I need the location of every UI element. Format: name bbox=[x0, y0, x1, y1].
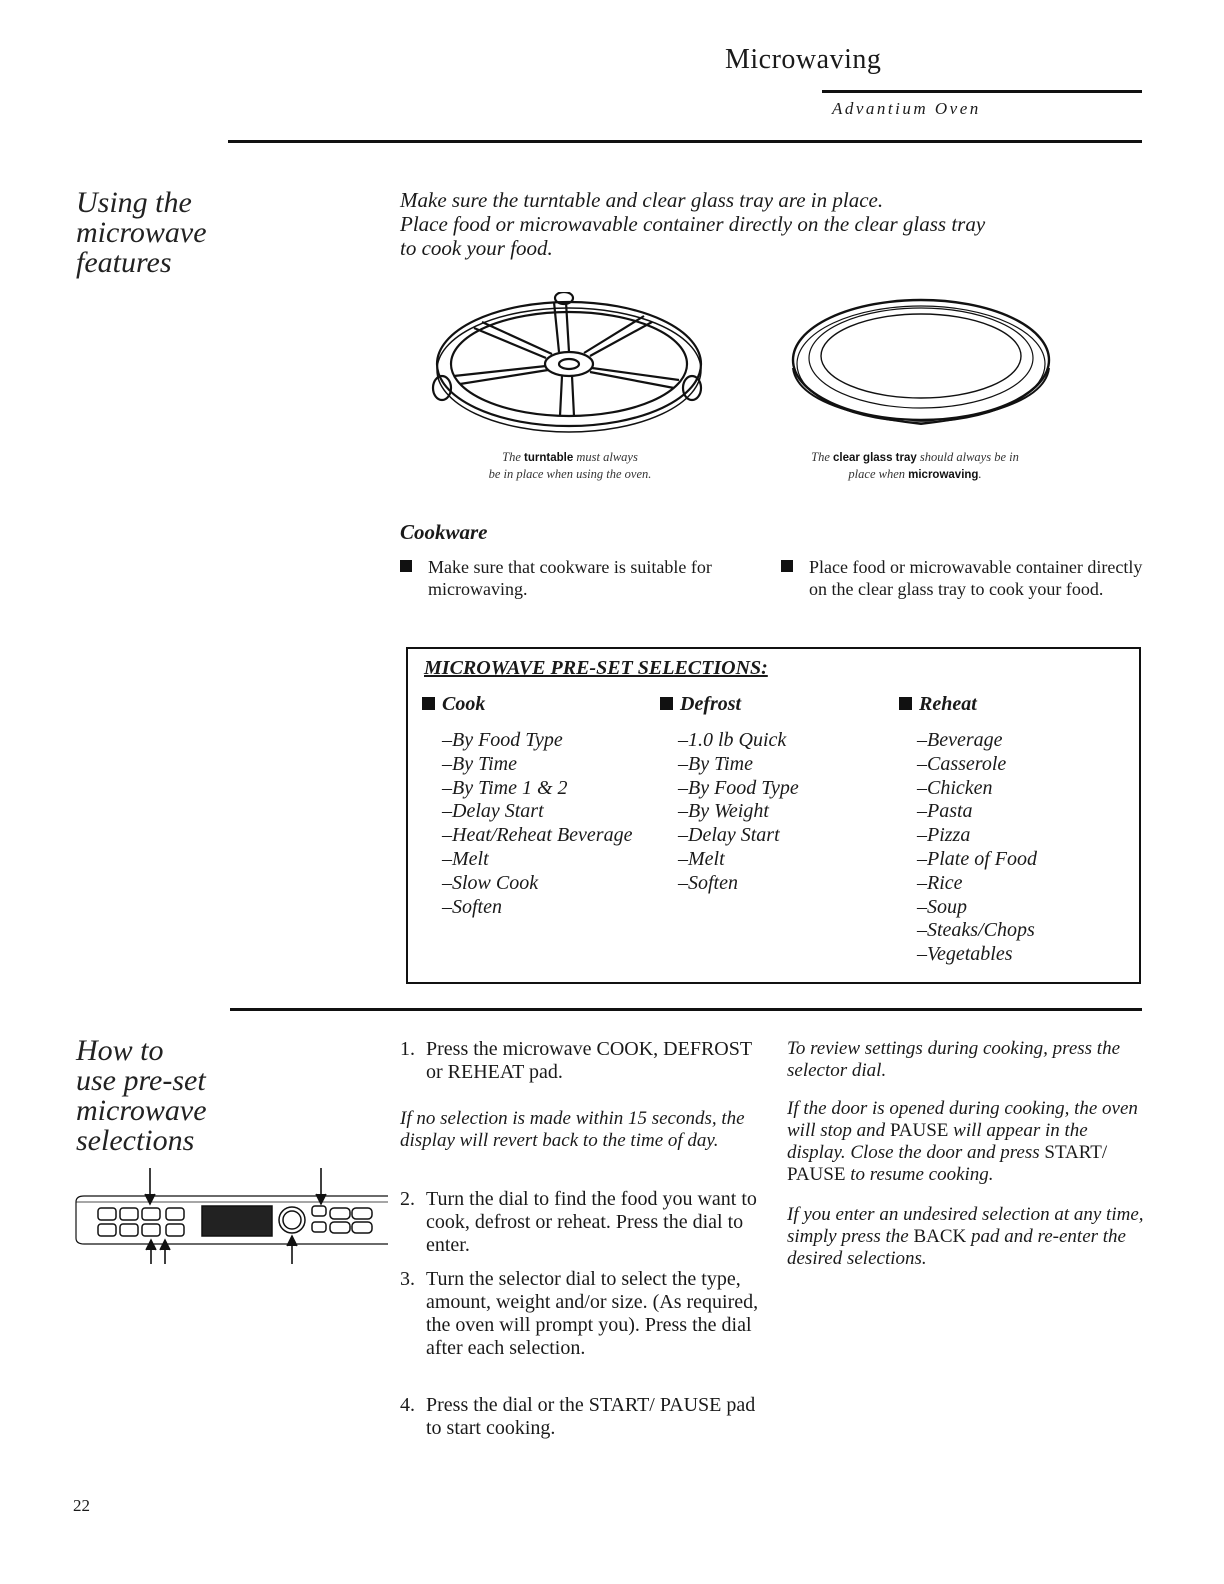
list-item: –By Weight bbox=[678, 800, 769, 823]
list-item: –Plate of Food bbox=[917, 847, 1037, 870]
step-number: 1. bbox=[400, 1038, 415, 1060]
list-item: –Pasta bbox=[917, 800, 973, 823]
list-item: –By Time 1 & 2 bbox=[442, 776, 568, 799]
list-item: –Delay Start bbox=[678, 824, 780, 847]
note-keyword: BACK bbox=[913, 1226, 967, 1247]
intro-line: to cook your food. bbox=[400, 236, 553, 260]
step-item bbox=[400, 1394, 766, 1440]
list-item: –Rice bbox=[917, 871, 963, 894]
reheat-column-heading bbox=[899, 693, 977, 716]
preset-title: MICROWAVE PRE-SET SELECTIONS: bbox=[424, 657, 768, 679]
control-panel-illustration bbox=[72, 1168, 392, 1268]
intro-text bbox=[400, 188, 1100, 260]
bullet-square-icon bbox=[899, 697, 912, 710]
heading-line: features bbox=[76, 246, 172, 279]
note-text: to resume cooking. bbox=[845, 1164, 994, 1185]
turntable-illustration bbox=[424, 292, 714, 442]
step-text: Press the dial or the START/ PAUSE pad to start cooking. bbox=[426, 1394, 756, 1439]
step-number: 2. bbox=[400, 1188, 415, 1210]
intro-line: Place food or microwavable container directly on the clear glass tray bbox=[400, 212, 986, 236]
step-item bbox=[400, 1038, 766, 1084]
header-divider bbox=[228, 140, 1142, 143]
note-keyword: PAUSE bbox=[889, 1120, 949, 1141]
section-title: Microwaving bbox=[725, 44, 882, 75]
preset-selections-box bbox=[406, 647, 1141, 984]
step-text: Turn the selector dial to select the type, amount, weight and/or size. (As required, the oven will prompt you). Press the dial after each selection. bbox=[426, 1268, 759, 1359]
caption-emphasis: clear glass tray bbox=[833, 452, 917, 464]
reheat-options-list bbox=[917, 729, 1037, 967]
bullet-square-icon bbox=[400, 560, 412, 572]
heading-line: How to bbox=[76, 1034, 164, 1067]
section-heading-microwave-features bbox=[76, 188, 207, 278]
heading-line: microwave bbox=[76, 1094, 207, 1127]
note-text: If you enter an undesired selection at any time, simply press the bbox=[787, 1204, 1144, 1247]
list-item: –1.0 lb Quick bbox=[678, 729, 787, 751]
heading-line: use pre-set bbox=[76, 1064, 206, 1097]
list-item: –By Food Type bbox=[442, 729, 563, 751]
cookware-bullet bbox=[781, 556, 1154, 600]
list-item: –Casserole bbox=[917, 752, 1007, 775]
heading-line: microwave bbox=[76, 216, 207, 249]
column-label: Cook bbox=[442, 693, 486, 715]
heading-line: selections bbox=[76, 1124, 195, 1157]
list-item: –Heat/Reheat Beverage bbox=[442, 824, 633, 847]
undesired-selection-note bbox=[787, 1204, 1147, 1270]
defrost-column-heading bbox=[660, 693, 741, 716]
list-item: –Delay Start bbox=[442, 800, 544, 823]
list-item: –By Time bbox=[678, 752, 753, 775]
step-number: 3. bbox=[400, 1268, 415, 1290]
column-label: Defrost bbox=[680, 693, 742, 715]
list-item: –By Food Type bbox=[678, 776, 799, 799]
list-item: –Soften bbox=[442, 895, 502, 918]
door-open-note bbox=[787, 1098, 1147, 1186]
cook-options-list bbox=[442, 729, 632, 919]
list-item: –By Time bbox=[442, 752, 517, 775]
list-item: –Melt bbox=[442, 847, 489, 870]
note-text: If the door is opened during cooking, the oven will stop and bbox=[787, 1098, 1138, 1141]
list-item: –Melt bbox=[678, 847, 725, 870]
bullet-text: Make sure that cookware is suitable for microwaving. bbox=[428, 557, 712, 599]
list-item: –Steaks/Chops bbox=[917, 919, 1035, 942]
bullet-text: Place food or microwavable container directly on the clear glass tray to cook your food. bbox=[809, 557, 1143, 599]
note-keyword: START/ PAUSE bbox=[787, 1142, 1108, 1185]
heading-line: Using the bbox=[76, 186, 192, 219]
bullet-square-icon bbox=[781, 560, 793, 572]
list-item: –Soup bbox=[917, 895, 967, 918]
bullet-square-icon bbox=[422, 697, 435, 710]
turntable-caption bbox=[410, 449, 730, 482]
list-item: –Vegetables bbox=[917, 943, 1013, 966]
caption-text: should always be in bbox=[916, 450, 1019, 464]
caption-text: . bbox=[978, 467, 982, 481]
step-item bbox=[400, 1268, 766, 1360]
timeout-note: If no selection is made within 15 seconds, the display will revert back to the time of day. bbox=[400, 1108, 745, 1151]
caption-text: The bbox=[502, 450, 525, 464]
step-number: 4. bbox=[400, 1394, 415, 1416]
defrost-options-list bbox=[678, 729, 799, 896]
step-text: Turn the dial to find the food you want to cook, defrost or reheat. Press the dial to enter. bbox=[426, 1188, 757, 1256]
caption-emphasis: microwaving bbox=[908, 469, 979, 481]
caption-text: must always bbox=[573, 450, 638, 464]
glass-tray-caption bbox=[760, 449, 1070, 483]
review-settings-note: To review settings during cooking, press the selector dial. bbox=[787, 1038, 1121, 1081]
caption-text: be in place when using the oven. bbox=[488, 467, 652, 481]
header-rule bbox=[822, 90, 1142, 93]
glass-tray-illustration bbox=[788, 292, 1054, 442]
page-number: 22 bbox=[73, 1496, 90, 1515]
step-text: Press the microwave COOK, DEFROST or REHEAT pad. bbox=[426, 1038, 752, 1083]
note-text: will appear in the display. Close the door and press bbox=[787, 1120, 1088, 1163]
cookware-heading: Cookware bbox=[400, 520, 488, 544]
list-item: –Chicken bbox=[917, 776, 993, 799]
list-item: –Soften bbox=[678, 871, 738, 894]
caption-text: The bbox=[811, 450, 833, 464]
intro-line: Make sure the turntable and clear glass tray are in place. bbox=[400, 188, 884, 212]
bullet-square-icon bbox=[660, 697, 673, 710]
caption-emphasis: turntable bbox=[524, 452, 574, 464]
step-item bbox=[400, 1188, 766, 1257]
section-heading-preset-selections bbox=[76, 1036, 207, 1156]
caption-text: place when bbox=[848, 467, 909, 481]
column-label: Reheat bbox=[919, 693, 977, 715]
product-subtitle: Advantium Oven bbox=[832, 99, 981, 118]
list-item: –Slow Cook bbox=[442, 871, 539, 894]
note-text: pad and re-enter the desired selections. bbox=[787, 1226, 1126, 1269]
cookware-bullet bbox=[400, 556, 758, 600]
section-divider bbox=[230, 1008, 1142, 1011]
list-item: –Beverage bbox=[917, 729, 1003, 751]
list-item: –Pizza bbox=[917, 824, 971, 847]
cook-column-heading bbox=[422, 693, 485, 716]
